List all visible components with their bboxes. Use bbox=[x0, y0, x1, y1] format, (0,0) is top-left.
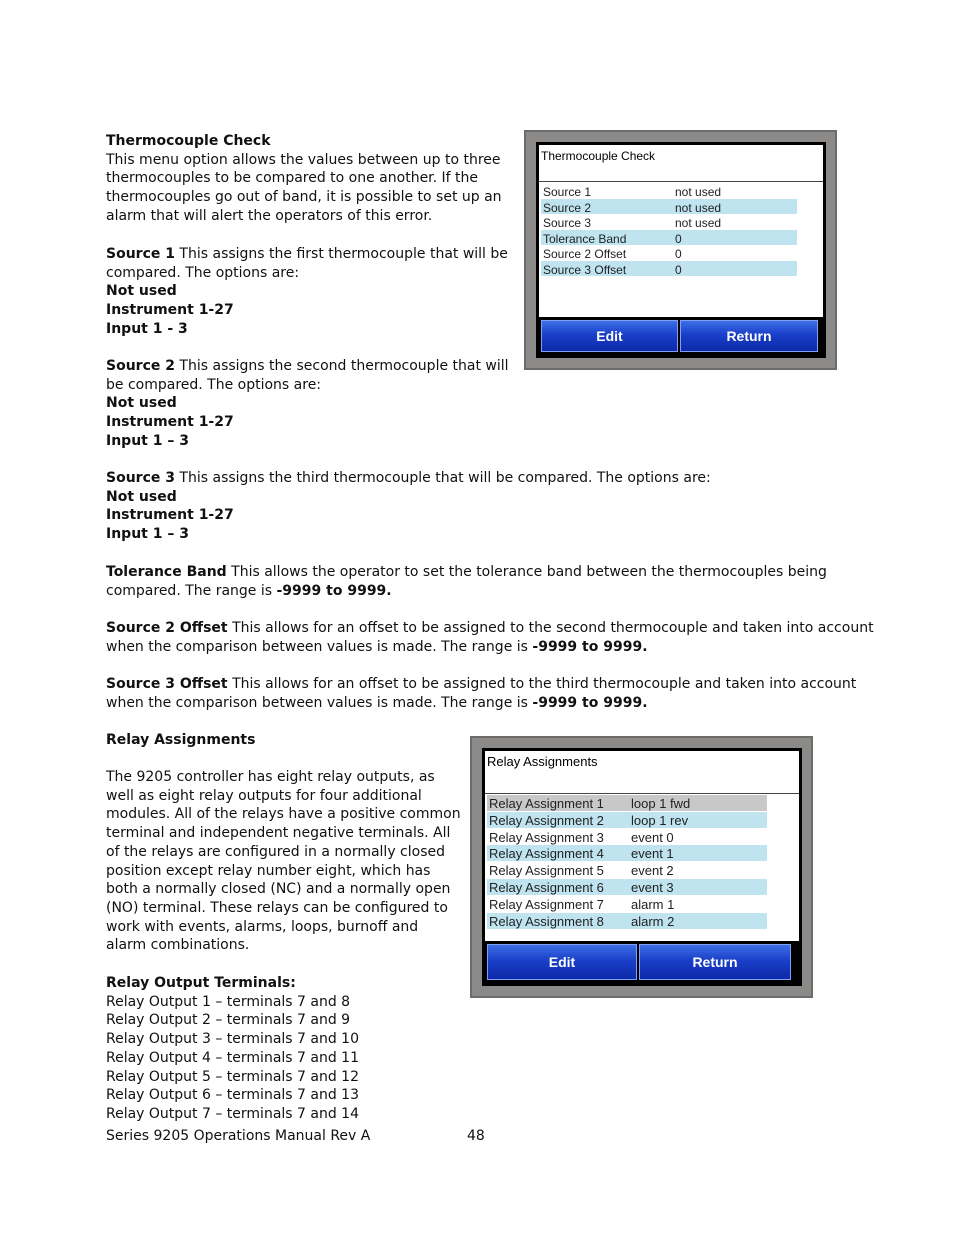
footer-title: Series 9205 Operations Manual Rev A bbox=[106, 1128, 371, 1144]
return-button[interactable]: Return bbox=[639, 944, 791, 980]
term-label: Source 2 bbox=[106, 358, 175, 374]
intro-line: thermocouples go out of band, it is possible to set up an bbox=[106, 189, 502, 206]
intro-line: This menu option allows the values between up to three bbox=[106, 151, 501, 168]
option: Not used bbox=[106, 283, 177, 300]
intro-line: alarm that will alert the operators of this error. bbox=[106, 207, 433, 224]
relay-terminals bbox=[106, 974, 359, 1124]
term-label: Source 3 Offset bbox=[106, 676, 228, 692]
intro-line: well as eight relay outputs for four additional bbox=[106, 787, 422, 804]
intro-line: position except relay number eight, which has bbox=[106, 862, 431, 879]
terminal-line: Relay Output 6 – terminals 7 and 13 bbox=[106, 1087, 359, 1104]
option: Not used bbox=[106, 488, 177, 505]
offset2-section bbox=[106, 619, 874, 656]
relay-screenshot bbox=[470, 736, 813, 998]
intro-line: alarm combinations. bbox=[106, 937, 250, 954]
list-item[interactable] bbox=[487, 913, 767, 929]
term-text: This allows the operator to set the tolerance band between the thermocouples being bbox=[226, 564, 827, 580]
terminal-line: Relay Output 3 – terminals 7 and 10 bbox=[106, 1031, 359, 1048]
row-label: Source 3 bbox=[543, 216, 592, 230]
intro-line: (NO) terminal. These relays can be configured to bbox=[106, 899, 448, 916]
range-value: -9999 to 9999. bbox=[532, 694, 648, 711]
option: Instrument 1-27 bbox=[106, 302, 234, 319]
relay-intro bbox=[106, 768, 461, 955]
row-label: Source 2 bbox=[543, 200, 592, 215]
option: Not used bbox=[106, 395, 177, 412]
range-value: -9999 to 9999. bbox=[276, 582, 392, 599]
option: Input 1 – 3 bbox=[106, 432, 189, 449]
intro-line: terminal and independent negative terminals. All bbox=[106, 825, 451, 842]
row-label: Relay Assignment 1 bbox=[489, 796, 604, 811]
row-value: event 2 bbox=[631, 863, 674, 879]
list-item[interactable] bbox=[541, 261, 797, 276]
row-label: Relay Assignment 6 bbox=[489, 880, 604, 895]
source2-section bbox=[106, 357, 509, 451]
term-text: compared. The options are: bbox=[106, 264, 300, 281]
intro-line: The 9205 controller has eight relay outputs, as bbox=[106, 769, 435, 785]
list-item[interactable] bbox=[487, 795, 767, 811]
row-value: not used bbox=[675, 216, 722, 230]
option: Instrument 1-27 bbox=[106, 507, 234, 524]
term-text: This assigns the third thermocouple that will be compared. The options are: bbox=[174, 470, 711, 486]
thermocouple-screenshot bbox=[524, 130, 837, 370]
term-label: Source 3 bbox=[106, 470, 175, 486]
row-value: alarm 1 bbox=[631, 896, 675, 912]
list-item[interactable] bbox=[487, 896, 767, 912]
row-value: loop 1 rev bbox=[631, 812, 689, 828]
list-item[interactable] bbox=[541, 230, 797, 245]
return-button[interactable]: Return bbox=[680, 320, 818, 352]
terminal-line: Relay Output 5 – terminals 7 and 12 bbox=[106, 1068, 359, 1085]
row-label: Relay Assignment 2 bbox=[489, 812, 604, 828]
range-value: -9999 to 9999. bbox=[532, 638, 648, 655]
intro-line: both a normally closed (NC) and a normally open bbox=[106, 881, 451, 898]
term-label: Source 2 Offset bbox=[106, 620, 228, 636]
row-value: 0 bbox=[675, 262, 682, 277]
terminal-line: Relay Output 7 – terminals 7 and 14 bbox=[106, 1105, 359, 1122]
row-value: not used bbox=[675, 200, 722, 215]
row-value: event 0 bbox=[631, 829, 674, 845]
term-text: when the comparison between values is made. The range is bbox=[106, 694, 533, 711]
term-text: This assigns the first thermocouple that will be bbox=[174, 246, 508, 262]
row-label: Relay Assignment 8 bbox=[489, 913, 604, 929]
option: Instrument 1-27 bbox=[106, 414, 234, 431]
option: Input 1 – 3 bbox=[106, 526, 189, 543]
list-item[interactable] bbox=[487, 862, 767, 878]
list-item[interactable] bbox=[541, 199, 797, 214]
section-heading: Thermocouple Check bbox=[106, 133, 271, 149]
row-label: Tolerance Band bbox=[543, 231, 627, 246]
term-text: This allows for an offset to be assigned to the third thermocouple and taken into account bbox=[227, 676, 857, 692]
term-text: This assigns the second thermocouple that will bbox=[174, 358, 509, 374]
terminals-heading: Relay Output Terminals: bbox=[106, 975, 296, 991]
row-value: 0 bbox=[675, 231, 682, 246]
relay-heading-block bbox=[106, 731, 255, 750]
intro-line: modules. All of the relays have a positive common bbox=[106, 806, 461, 823]
edit-button[interactable]: Edit bbox=[487, 944, 637, 980]
list-item[interactable] bbox=[541, 245, 797, 260]
row-value: event 1 bbox=[631, 846, 674, 862]
row-label: Relay Assignment 3 bbox=[489, 829, 604, 845]
intro-line: work with events, alarms, loops, burnoff and bbox=[106, 918, 419, 935]
relay-screen bbox=[482, 748, 802, 986]
source3-section bbox=[106, 469, 711, 544]
list-item[interactable] bbox=[487, 845, 767, 861]
terminal-line: Relay Output 1 – terminals 7 and 8 bbox=[106, 993, 351, 1010]
button-bar bbox=[485, 941, 799, 983]
row-label: Relay Assignment 4 bbox=[489, 846, 604, 862]
page-number: 48 bbox=[467, 1128, 485, 1144]
thermocouple-screen bbox=[536, 142, 826, 358]
term-text: be compared. The options are: bbox=[106, 376, 322, 393]
button-bar bbox=[539, 317, 823, 355]
list-item[interactable] bbox=[487, 812, 767, 828]
row-label: Source 1 bbox=[543, 185, 592, 199]
list-item[interactable] bbox=[541, 183, 797, 198]
screen-title: Thermocouple Check bbox=[539, 145, 823, 182]
row-label: Source 2 Offset bbox=[543, 247, 627, 261]
edit-button[interactable]: Edit bbox=[541, 320, 678, 352]
term-text: This allows for an offset to be assigned to the second thermocouple and taken into account bbox=[227, 620, 874, 636]
list-item[interactable] bbox=[541, 214, 797, 229]
thermocouple-section bbox=[106, 132, 502, 226]
intro-line: of the relays are configured in a normally closed bbox=[106, 843, 446, 860]
terminal-line: Relay Output 2 – terminals 7 and 9 bbox=[106, 1012, 351, 1029]
option: Input 1 - 3 bbox=[106, 320, 188, 337]
row-value: alarm 2 bbox=[631, 913, 675, 929]
list-item[interactable] bbox=[487, 829, 767, 845]
row-label: Relay Assignment 5 bbox=[489, 863, 604, 879]
row-label: Source 3 Offset bbox=[543, 262, 627, 277]
term-text: compared. The range is bbox=[106, 582, 277, 599]
list-item[interactable] bbox=[487, 879, 767, 895]
offset3-section bbox=[106, 675, 856, 712]
row-label: Relay Assignment 7 bbox=[489, 896, 604, 912]
section-heading: Relay Assignments bbox=[106, 732, 256, 748]
term-label: Tolerance Band bbox=[106, 564, 227, 580]
intro-line: thermocouples to be compared to one another. If the bbox=[106, 170, 479, 187]
term-text: when the comparison between values is made. The range is bbox=[106, 638, 533, 655]
screen-title: Relay Assignments bbox=[485, 751, 799, 794]
row-value: 0 bbox=[675, 247, 682, 261]
tolerance-section bbox=[106, 563, 827, 600]
terminal-line: Relay Output 4 – terminals 7 and 11 bbox=[106, 1049, 359, 1066]
row-value: not used bbox=[675, 185, 722, 199]
term-label: Source 1 bbox=[106, 246, 175, 262]
row-value: loop 1 fwd bbox=[631, 796, 691, 811]
source1-section bbox=[106, 245, 508, 339]
row-value: event 3 bbox=[631, 880, 674, 895]
